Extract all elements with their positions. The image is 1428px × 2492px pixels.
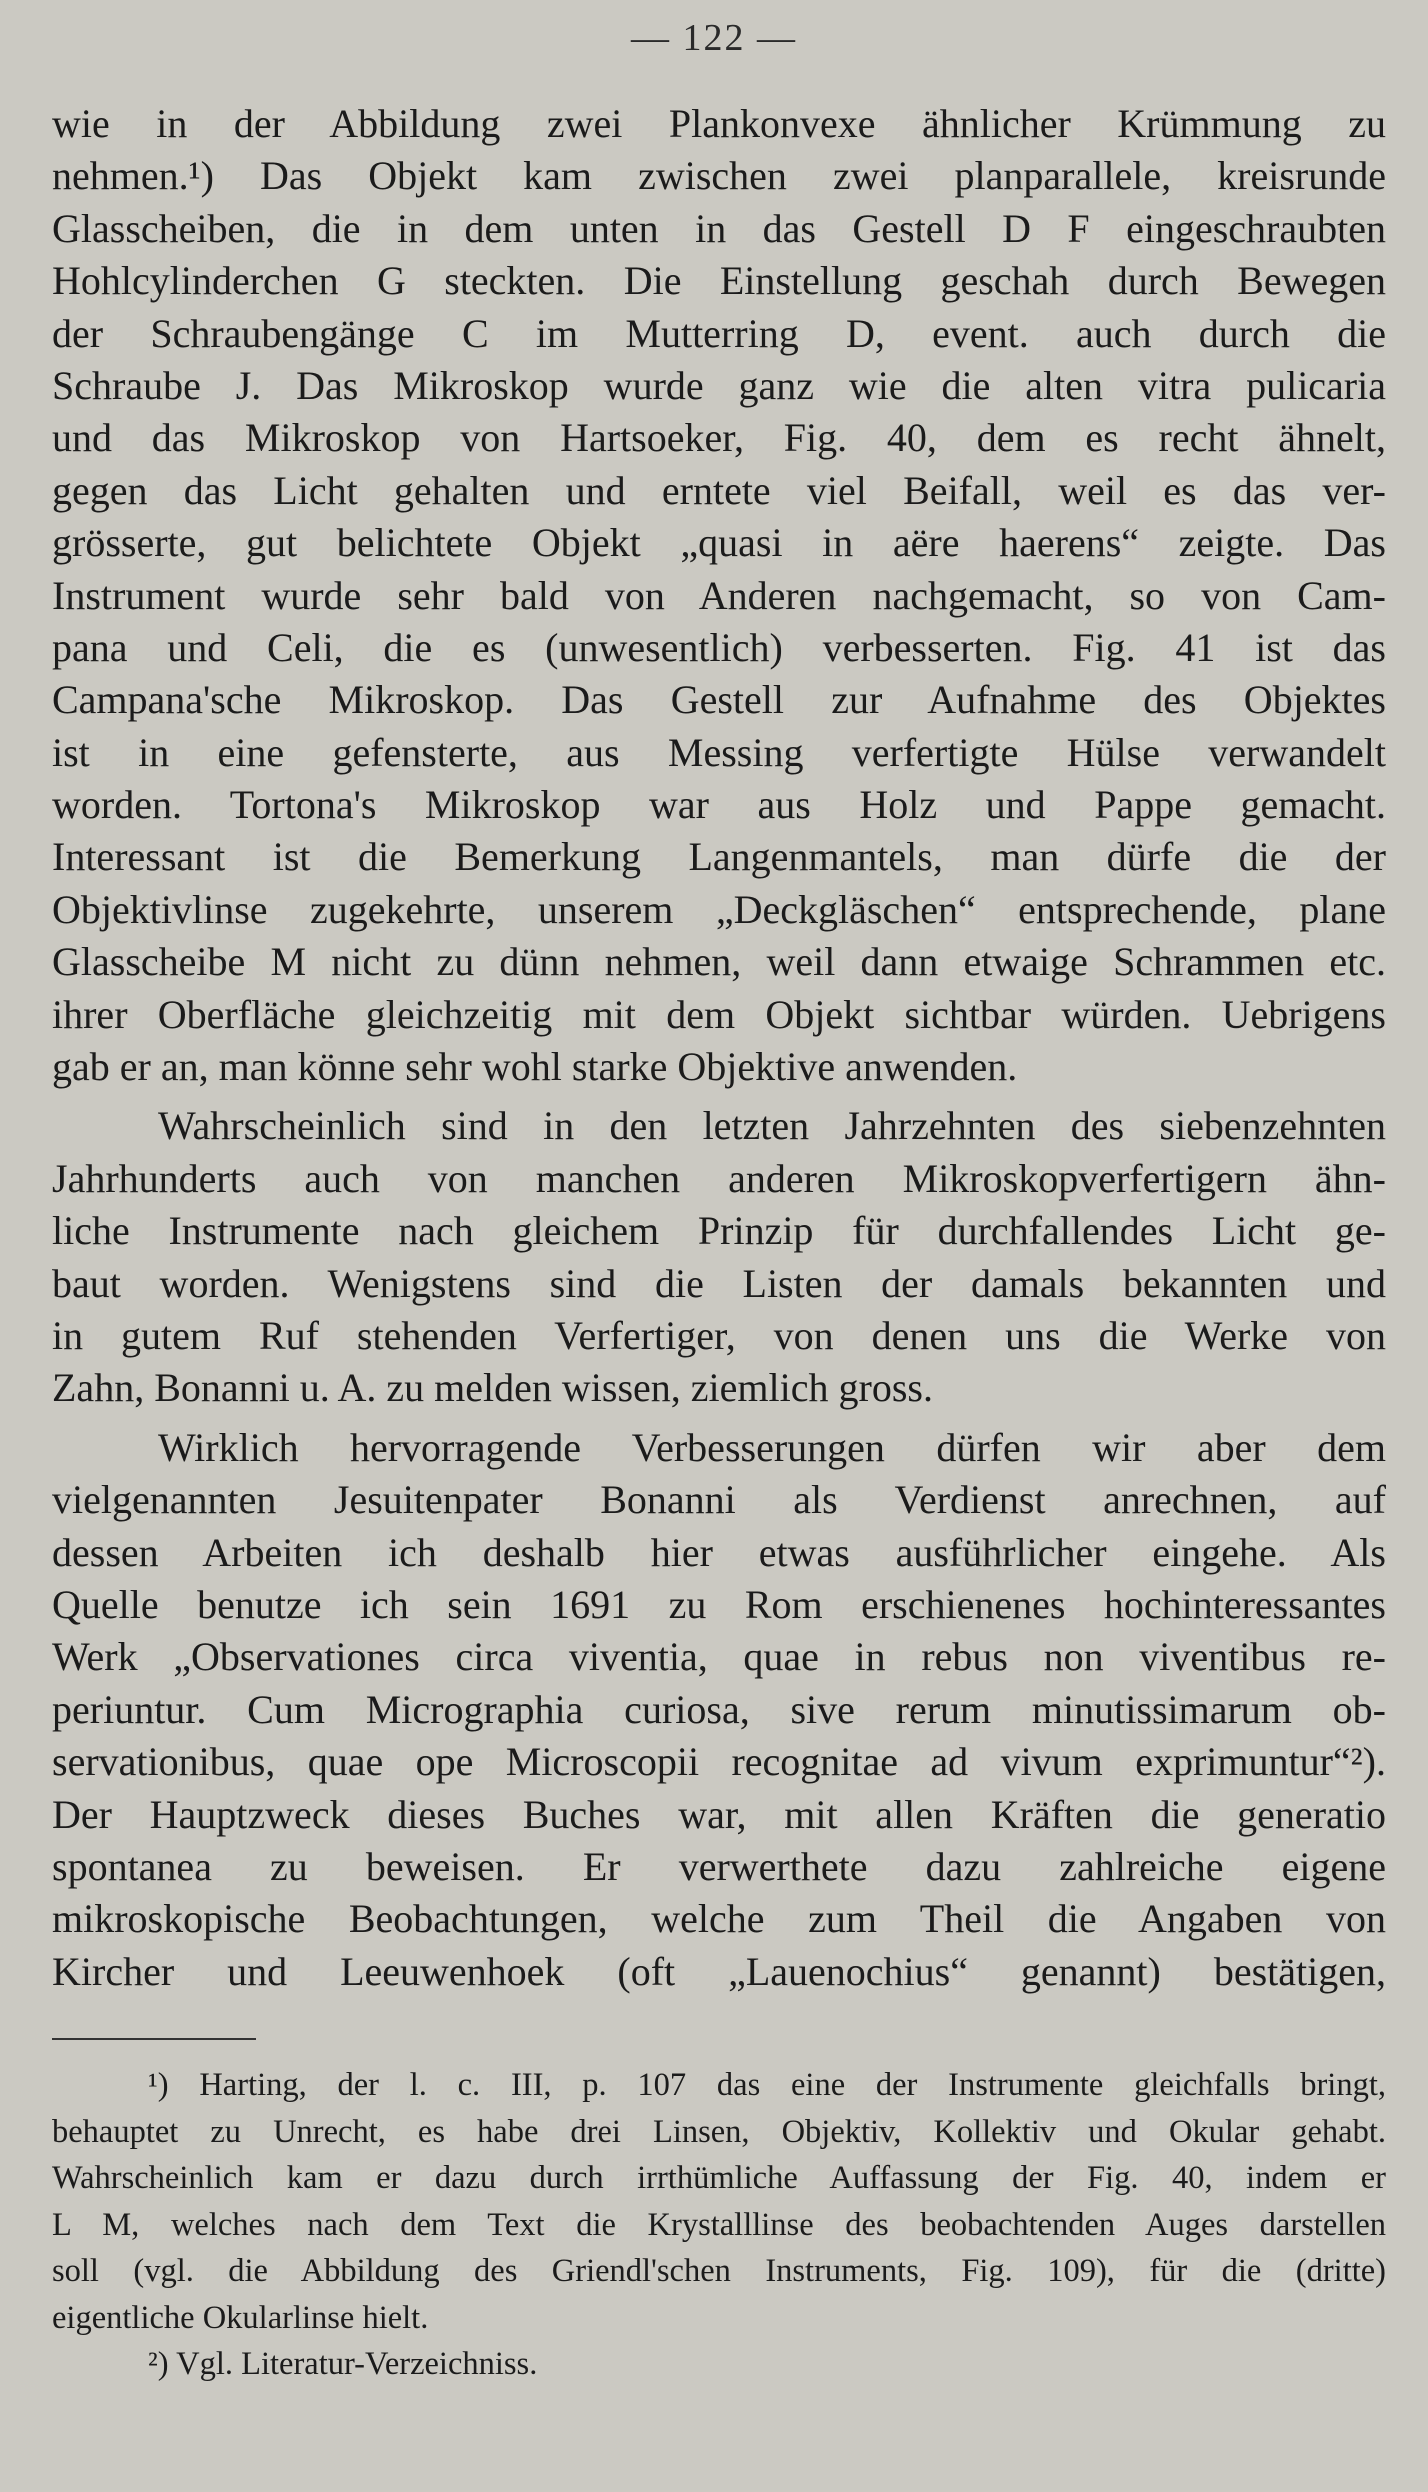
text-line: ihrer Oberfläche gleichzeitig mit dem Objekt sichtbar würden. Uebrigens bbox=[52, 991, 1386, 1037]
paragraph bbox=[52, 1422, 1386, 1998]
footnote-line: soll (vgl. die Abbildung des Griendl'schen Instruments, Fig. 109), für die (dritte) bbox=[52, 2253, 1386, 2289]
text-line: Instrument wurde sehr bald von Anderen nachgemacht, so von Cam- bbox=[52, 572, 1386, 618]
text-line: servationibus, quae ope Microscopii recognitae ad vivum exprimuntur“²). bbox=[52, 1739, 1386, 1785]
text-line: pana und Celi, die es (unwesentlich) verbesserten. Fig. 41 ist das bbox=[52, 624, 1386, 670]
text-line: Wahrscheinlich sind in den letzten Jahrzehnten des siebenzehnten bbox=[158, 1103, 1386, 1149]
text-line: Wirklich hervorragende Verbesserungen dürfen wir aber dem bbox=[158, 1424, 1386, 1470]
text-line: liche Instrumente nach gleichem Prinzip für durchfallendes Licht ge- bbox=[52, 1208, 1386, 1254]
footnote-line: ²) Vgl. Literatur-Verzeichniss. bbox=[148, 2346, 538, 2382]
footnote-divider bbox=[52, 2038, 256, 2040]
main-text bbox=[52, 98, 1386, 1998]
text-line: grösserte, gut belichtete Objekt „quasi in aëre haerens“ zeigte. Das bbox=[52, 520, 1386, 566]
footnote bbox=[52, 2062, 1386, 2341]
text-line: Interessant ist die Bemerkung Langenmantels, man dürfe die der bbox=[52, 834, 1386, 880]
text-line: Kircher und Leeuwenhoek (oft „Lauenochius“ genannt) bestätigen, bbox=[52, 1948, 1386, 1994]
text-line: vielgenannten Jesuitenpater Bonanni als Verdienst anrechnen, auf bbox=[52, 1477, 1386, 1523]
text-line: Glasscheibe M nicht zu dünn nehmen, weil dann etwaige Schrammen etc. bbox=[52, 939, 1386, 985]
paragraph bbox=[52, 98, 1386, 1093]
text-line: Objektivlinse zugekehrte, unserem „Deckgläschen“ entsprechende, plane bbox=[52, 886, 1386, 932]
page-number: — 122 — bbox=[631, 17, 797, 59]
text-line: Zahn, Bonanni u. A. zu melden wissen, ziemlich gross. bbox=[52, 1365, 933, 1411]
text-line: Der Hauptzweck dieses Buches war, mit allen Kräften die generatio bbox=[52, 1791, 1386, 1837]
text-line: Jahrhunderts auch von manchen anderen Mikroskopverfertigern ähn- bbox=[52, 1155, 1386, 1201]
text-line: Werk „Observationes circa viventia, quae in rebus non viventibus re- bbox=[52, 1634, 1386, 1680]
text-line: baut worden. Wenigstens sind die Listen der damals bekannten und bbox=[52, 1260, 1386, 1306]
text-line: gab er an, man könne sehr wohl starke Objektive anwenden. bbox=[52, 1044, 1018, 1090]
text-line: periuntur. Cum Micrographia curiosa, sive rerum minutissimarum ob- bbox=[52, 1686, 1386, 1732]
text-line: und das Mikroskop von Hartsoeker, Fig. 40, dem es recht ähnelt, bbox=[52, 415, 1386, 461]
text-line: mikroskopische Beobachtungen, welche zum Theil die Angaben von bbox=[52, 1896, 1386, 1942]
text-line: wie in der Abbildung zwei Plankonvexe ähnlicher Krümmung zu bbox=[52, 101, 1386, 146]
paragraph bbox=[52, 1100, 1386, 1414]
text-line: Hohlcylinderchen G steckten. Die Einstellung geschah durch Bewegen bbox=[52, 258, 1386, 304]
text-line: dessen Arbeiten ich deshalb hier etwas ausführlicher eingehe. Als bbox=[52, 1529, 1386, 1575]
text-line: Quelle benutze ich sein 1691 zu Rom erschienenes hochinteressantes bbox=[52, 1581, 1386, 1627]
text-line: in gutem Ruf stehenden Verfertiger, von denen uns die Werke von bbox=[52, 1312, 1386, 1358]
text-line: nehmen.¹) Das Objekt kam zwischen zwei planparallele, kreisrunde bbox=[52, 153, 1386, 199]
text-line: ist in eine gefensterte, aus Messing verfertigte Hülse verwandelt bbox=[52, 729, 1386, 775]
footnote-line: behauptet zu Unrecht, es habe drei Linsen, Objektiv, Kollektiv und Okular gehabt. bbox=[52, 2113, 1386, 2150]
footnote bbox=[52, 2341, 1386, 2388]
text-line: worden. Tortona's Mikroskop war aus Holz und Pappe gemacht. bbox=[52, 782, 1386, 828]
footnote-line: L M, welches nach dem Text die Krystalllinse des beobachtenden Auges darstellen bbox=[52, 2206, 1386, 2243]
footnote-line: eigentliche Okularlinse hielt. bbox=[52, 2299, 429, 2336]
footnotes bbox=[52, 2062, 1386, 2388]
text-line: Glasscheiben, die in dem unten in das Gestell D F eingeschraubten bbox=[52, 205, 1386, 251]
text-line: spontanea zu beweisen. Er verwerthete dazu zahlreiche eigene bbox=[52, 1843, 1386, 1889]
text-line: Schraube J. Das Mikroskop wurde ganz wie die alten vitra pulicaria bbox=[52, 362, 1386, 408]
text-line: Campana'sche Mikroskop. Das Gestell zur Aufnahme des Objektes bbox=[52, 677, 1386, 723]
text-line: der Schraubengänge C im Mutterring D, event. auch durch die bbox=[52, 310, 1386, 356]
text-line: gegen das Licht gehalten und erntete viel Beifall, weil es das ver- bbox=[52, 467, 1386, 513]
footnote-line: ¹) Harting, der l. c. III, p. 107 das eine der Instrumente gleichfalls bringt, bbox=[148, 2067, 1386, 2103]
footnote-line: Wahrscheinlich kam er dazu durch irrthümliche Auffassung der Fig. 40, indem er bbox=[52, 2160, 1386, 2196]
